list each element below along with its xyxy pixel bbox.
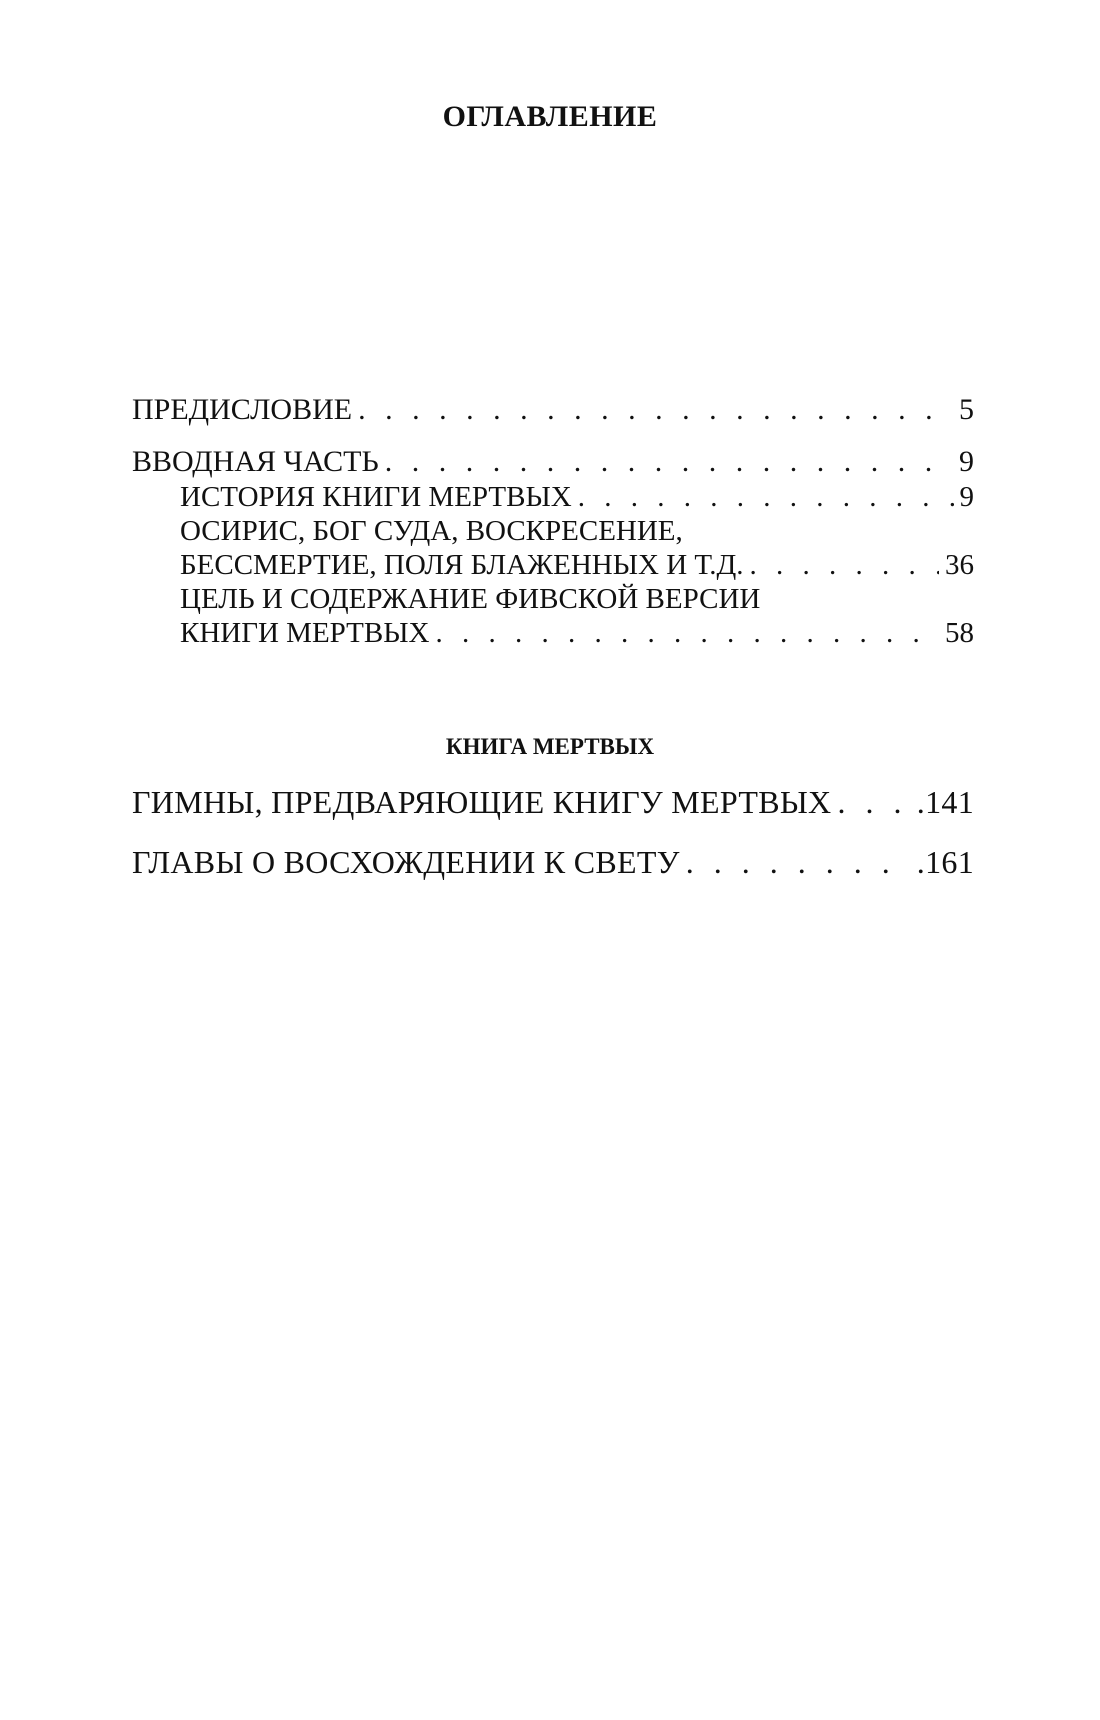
dot-leader — [385, 444, 953, 480]
page-title: ОГЛАВЛЕНИЕ — [442, 100, 658, 133]
toc-entry-hymns[interactable] — [132, 782, 974, 822]
toc-entry-label: ВВОДНАЯ ЧАСТЬ — [132, 445, 379, 478]
dot-leader — [358, 392, 953, 428]
toc-entry-page: .161 — [916, 844, 974, 880]
section-heading-book: КНИГА МЕРТВЫХ — [445, 734, 655, 759]
toc-entry-label: БЕССМЕРТИЕ, ПОЛЯ БЛАЖЕННЫХ И Т.Д. — [180, 549, 744, 581]
toc-subentry-osiris-line1: ОСИРИС, БОГ СУДА, ВОСКРЕСЕНИЕ, — [180, 515, 683, 547]
dot-leader — [837, 782, 910, 822]
toc-entry-label: ИСТОРИЯ КНИГИ МЕРТВЫХ — [180, 481, 572, 513]
toc-entry-label: КНИГИ МЕРТВЫХ — [180, 617, 430, 649]
toc-entry-page: 58 — [945, 617, 974, 649]
toc-entry-page: 9 — [959, 481, 974, 513]
toc-entry-label: ГЛАВЫ О ВОСХОЖДЕНИИ К СВЕТУ — [132, 844, 680, 880]
toc-subentry-purpose[interactable] — [132, 616, 974, 650]
dot-leader — [686, 842, 911, 882]
dot-leader — [435, 616, 939, 650]
toc-entry-page: 9 — [959, 445, 974, 478]
toc-entry-preface[interactable] — [132, 392, 974, 428]
toc-block-book — [132, 782, 974, 882]
dot-leader — [750, 548, 939, 582]
toc-entry-label: ГИМНЫ, ПРЕДВАРЯЮЩИЕ КНИГУ МЕРТВЫХ — [132, 784, 832, 820]
toc-entry-page: 36 — [945, 549, 974, 581]
toc-entry-chapters[interactable] — [132, 842, 974, 882]
toc-subentry-history[interactable] — [132, 480, 974, 514]
toc-entry-intro[interactable] — [132, 444, 974, 480]
toc-entry-page: .141 — [916, 784, 974, 820]
toc-entry-page: 5 — [959, 393, 974, 426]
toc-block-intro — [132, 392, 974, 650]
toc-subentry-purpose-line1: ЦЕЛЬ И СОДЕРЖАНИЕ ФИВСКОЙ ВЕРСИИ — [180, 583, 761, 615]
toc-subentry-osiris[interactable] — [132, 548, 974, 582]
dot-leader — [578, 480, 954, 514]
toc-entry-label: ПРЕДИСЛОВИЕ — [132, 393, 353, 426]
